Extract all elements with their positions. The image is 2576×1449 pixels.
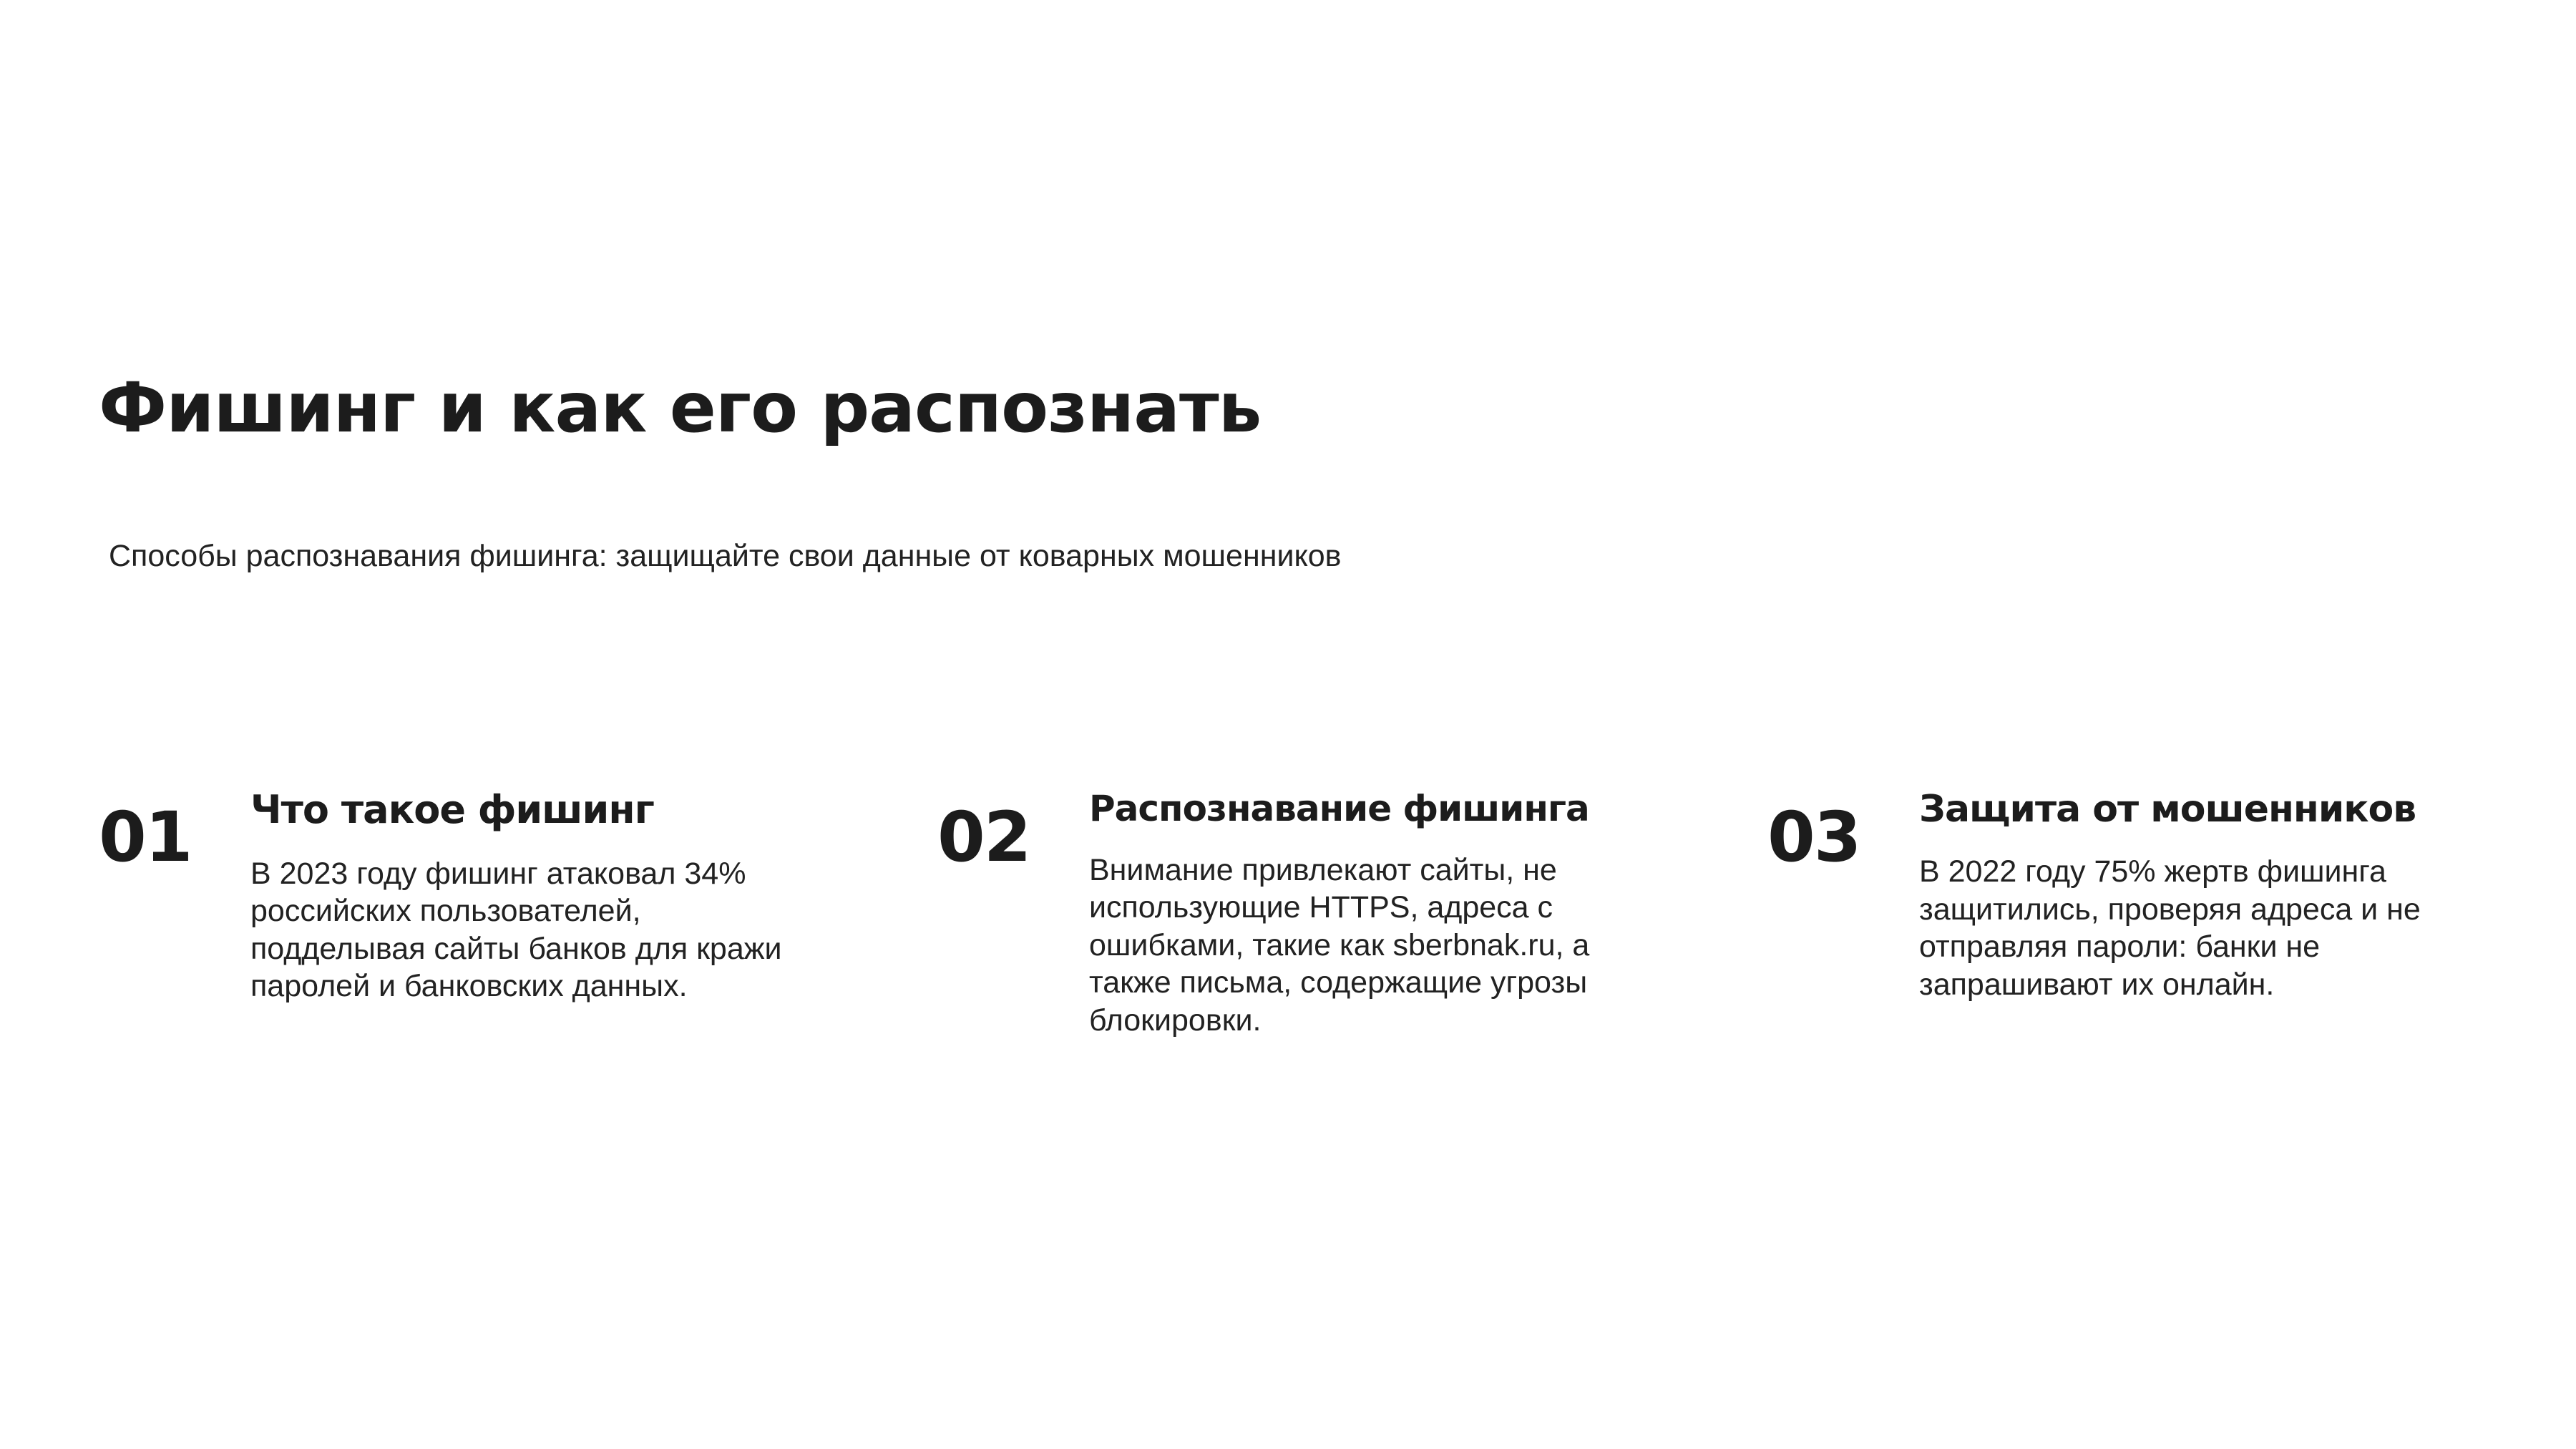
- card-title: Защита от мошенников: [1919, 788, 2416, 831]
- card-number: 02: [937, 797, 1030, 877]
- card-text: В 2023 году фишинг атаковал 34% российских пользователей, подделывая сайты банков для кражи паролей и банковских данных.: [250, 856, 782, 1004]
- card-number: 03: [1767, 797, 1860, 877]
- card-what-is-phishing: [99, 787, 816, 1005]
- card-number: 01: [99, 797, 192, 877]
- card-protection: [1767, 787, 2506, 1003]
- card-body: [250, 787, 816, 1005]
- card-title: Распознавание фишинга: [1089, 788, 1589, 829]
- card-text: В 2022 году 75% жертв фишинга защитились, проверяя адреса и не отправляя пароли: банки не запрашивают их онлайн.: [1919, 854, 2421, 1002]
- card-recognizing-phishing: [937, 787, 1676, 1039]
- slide-title: Фишинг и как его распознать: [99, 368, 1262, 448]
- slide-subtitle: Способы распознавания фишинга: защищайте свои данные от коварных мошенников: [109, 539, 1342, 573]
- card-text: Внимание привлекают сайты, не использующие HTTPS, адреса с ошибками, такие как sberbnak.ru, а также письма, содержащие угрозы блокировки.: [1089, 853, 1590, 1038]
- card-body: [1919, 787, 2506, 1003]
- card-body: [1089, 787, 1676, 1039]
- card-title: Что такое фишинг: [250, 787, 654, 832]
